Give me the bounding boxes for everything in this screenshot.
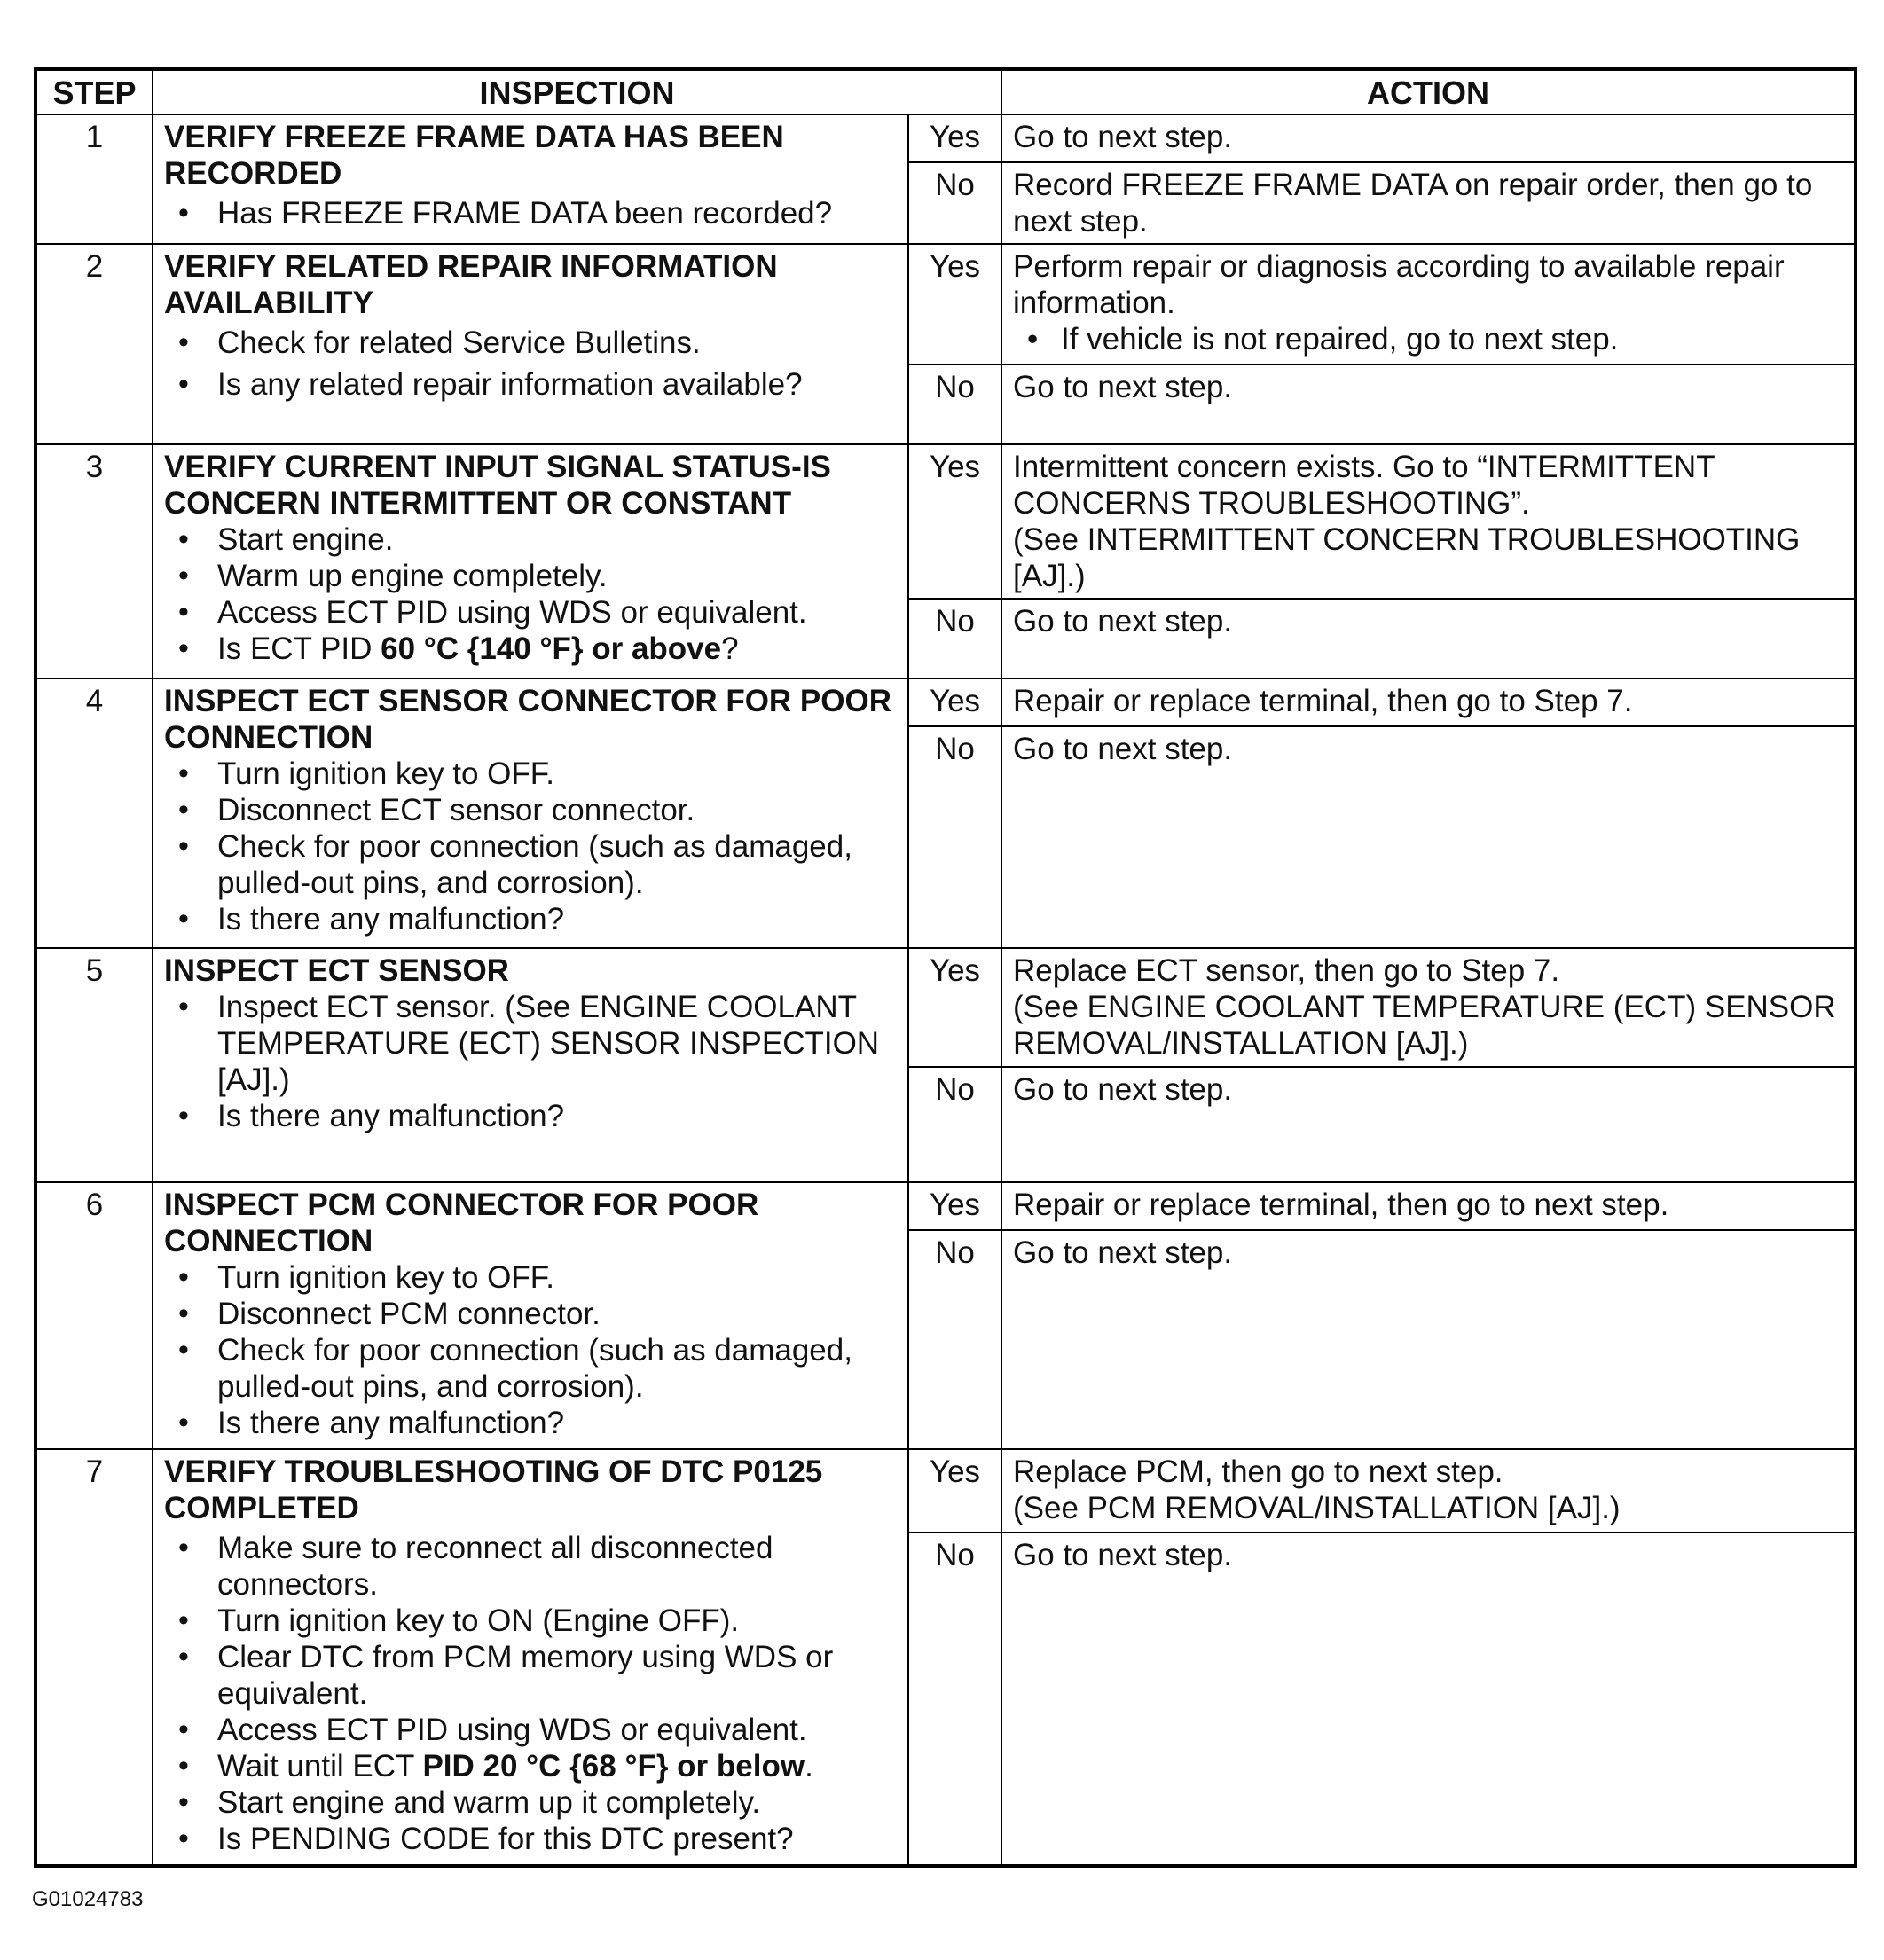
action-column-header: ACTION bbox=[1001, 69, 1856, 114]
bullet-item bbox=[164, 1748, 897, 1784]
step-number: 6 bbox=[35, 1182, 153, 1449]
yes-action: Perform repair or diagnosis according to available repair information. bbox=[1013, 249, 1785, 320]
bullet-item: • Access ECT PID using WDS or equivalent. bbox=[164, 1712, 897, 1748]
step-title: INSPECT PCM CONNECTOR FOR POOR CONNECTION bbox=[164, 1188, 759, 1258]
bullet-item: • Is PENDING CODE for this DTC present? bbox=[164, 1821, 897, 1857]
step-4-yes-row bbox=[35, 678, 1856, 726]
no-action: Go to next step. bbox=[1001, 599, 1856, 678]
step-number: 4 bbox=[35, 678, 153, 948]
yes-label: Yes bbox=[908, 244, 1001, 365]
diagnostic-procedure-table bbox=[34, 67, 1857, 1868]
step-column-header: STEP bbox=[35, 69, 153, 114]
bullet-item: • Is any related repair information available? bbox=[164, 366, 897, 403]
bullet-text: . bbox=[805, 1749, 813, 1784]
step-title: VERIFY TROUBLESHOOTING OF DTC P0125 COMPLETED bbox=[164, 1454, 823, 1525]
bullet-item: • Is there any malfunction? bbox=[164, 901, 897, 937]
figure-id-caption: G01024783 bbox=[32, 1887, 144, 1911]
step-title: VERIFY FREEZE FRAME DATA HAS BEEN RECORDED bbox=[164, 120, 784, 191]
yes-label: Yes bbox=[908, 948, 1001, 1067]
step-title: INSPECT ECT SENSOR bbox=[164, 953, 509, 988]
yes-action-cell bbox=[1001, 1449, 1856, 1533]
no-label: No bbox=[908, 1230, 1001, 1449]
step-6-yes-row bbox=[35, 1182, 1856, 1230]
step-number: 1 bbox=[35, 114, 153, 244]
bullet-item: • Start engine and warm up it completely. bbox=[164, 1784, 897, 1821]
yes-action: Intermittent concern exists. Go to “INTERMITTENT CONCERNS TROUBLESHOOTING”. bbox=[1013, 450, 1715, 521]
yes-action: Replace PCM, then go to next step. bbox=[1013, 1454, 1503, 1489]
bullet-item: • Disconnect PCM connector. bbox=[164, 1296, 897, 1332]
step-4-inspection bbox=[153, 678, 908, 948]
no-action: Go to next step. bbox=[1001, 1533, 1856, 1866]
yes-action-cell bbox=[1001, 244, 1856, 365]
step-1-inspection bbox=[153, 114, 908, 244]
no-label: No bbox=[908, 162, 1001, 244]
bullet-item: • Disconnect ECT sensor connector. bbox=[164, 792, 897, 828]
no-label: No bbox=[908, 1067, 1001, 1182]
bullet-item: • Has FREEZE FRAME DATA been recorded? bbox=[164, 195, 897, 231]
bullet-bold-text: PID 20 °C {68 °F} or below bbox=[422, 1749, 805, 1784]
bullet-item: • Turn ignition key to OFF. bbox=[164, 756, 897, 792]
bullet-item bbox=[164, 631, 897, 667]
bullet-item: • Turn ignition key to ON (Engine OFF). bbox=[164, 1603, 897, 1639]
step-title: VERIFY CURRENT INPUT SIGNAL STATUS-IS CONCERN INTERMITTENT OR CONSTANT bbox=[164, 450, 831, 521]
step-5-inspection bbox=[153, 948, 908, 1182]
bullet-item: • Check for poor connection (such as damaged, pulled-out pins, and corrosion). bbox=[164, 1332, 897, 1405]
no-action: Go to next step. bbox=[1001, 1230, 1856, 1449]
step-title: INSPECT ECT SENSOR CONNECTOR FOR POOR CONNECTION bbox=[164, 684, 891, 755]
header-row bbox=[35, 69, 1856, 114]
bullet-item: • Check for poor connection (such as damaged, pulled-out pins, and corrosion). bbox=[164, 828, 897, 901]
no-action: Go to next step. bbox=[1001, 726, 1856, 948]
bullet-text: ? bbox=[721, 631, 739, 666]
inspection-column-header: INSPECTION bbox=[153, 69, 1001, 114]
yes-label: Yes bbox=[908, 1449, 1001, 1533]
step-6-inspection bbox=[153, 1182, 908, 1449]
bullet-item: • Inspect ECT sensor. (See ENGINE COOLANT TEMPERATURE (ECT) SENSOR INSPECTION [AJ].) bbox=[164, 989, 897, 1098]
no-label: No bbox=[908, 365, 1001, 444]
step-3-inspection bbox=[153, 444, 908, 678]
no-action: Go to next step. bbox=[1001, 1067, 1856, 1182]
bullet-item: • Access ECT PID using WDS or equivalent. bbox=[164, 594, 897, 631]
yes-action-cell bbox=[1001, 948, 1856, 1067]
step-1-yes-row bbox=[35, 114, 1856, 162]
bullet-item: • Is there any malfunction? bbox=[164, 1405, 897, 1441]
bullet-item: • Turn ignition key to OFF. bbox=[164, 1259, 897, 1296]
yes-action: Replace ECT sensor, then go to Step 7. bbox=[1013, 953, 1560, 988]
yes-action-cell bbox=[1001, 444, 1856, 599]
yes-action-reference: (See PCM REMOVAL/INSTALLATION [AJ].) bbox=[1013, 1491, 1621, 1525]
bullet-bold-text: 60 °C {140 °F} or above bbox=[381, 631, 722, 666]
no-action: Go to next step. bbox=[1001, 365, 1856, 444]
bullet-item: • Is there any malfunction? bbox=[164, 1098, 897, 1134]
step-number: 5 bbox=[35, 948, 153, 1182]
step-5-yes-row bbox=[35, 948, 1856, 1067]
no-label: No bbox=[908, 599, 1001, 678]
step-7-inspection bbox=[153, 1449, 908, 1866]
yes-action: Repair or replace terminal, then go to Step 7. bbox=[1001, 678, 1856, 726]
no-label: No bbox=[908, 1533, 1001, 1866]
bullet-item: • Clear DTC from PCM memory using WDS or equivalent. bbox=[164, 1639, 897, 1712]
yes-action-sub-bullet: • If vehicle is not repaired, go to next step. bbox=[1013, 321, 1845, 357]
yes-label: Yes bbox=[908, 1182, 1001, 1230]
yes-label: Yes bbox=[908, 114, 1001, 162]
bullet-text: Wait until ECT bbox=[217, 1749, 423, 1784]
yes-action-reference: (See ENGINE COOLANT TEMPERATURE (ECT) SENSOR REMOVAL/INSTALLATION [AJ].) bbox=[1013, 990, 1836, 1061]
no-label: No bbox=[908, 726, 1001, 948]
yes-label: Yes bbox=[908, 678, 1001, 726]
step-number: 2 bbox=[35, 244, 153, 444]
step-3-yes-row bbox=[35, 444, 1856, 599]
bullet-item: • Start engine. bbox=[164, 521, 897, 558]
step-2-yes-row bbox=[35, 244, 1856, 365]
bullet-item: • Warm up engine completely. bbox=[164, 558, 897, 594]
step-number: 3 bbox=[35, 444, 153, 678]
step-number: 7 bbox=[35, 1449, 153, 1866]
no-action: Record FREEZE FRAME DATA on repair order, then go to next step. bbox=[1001, 162, 1856, 244]
step-2-inspection bbox=[153, 244, 908, 444]
yes-label: Yes bbox=[908, 444, 1001, 599]
yes-action: Go to next step. bbox=[1001, 114, 1856, 162]
bullet-item: • Check for related Service Bulletins. bbox=[164, 325, 897, 361]
step-7-yes-row bbox=[35, 1449, 1856, 1533]
bullet-item: • Make sure to reconnect all disconnected connectors. bbox=[164, 1530, 897, 1603]
yes-action: Repair or replace terminal, then go to next step. bbox=[1001, 1182, 1856, 1230]
yes-action-reference: (See INTERMITTENT CONCERN TROUBLESHOOTING [AJ].) bbox=[1013, 522, 1801, 593]
step-title: VERIFY RELATED REPAIR INFORMATION AVAILABILITY bbox=[164, 249, 778, 320]
bullet-text: Is ECT PID bbox=[217, 631, 381, 666]
